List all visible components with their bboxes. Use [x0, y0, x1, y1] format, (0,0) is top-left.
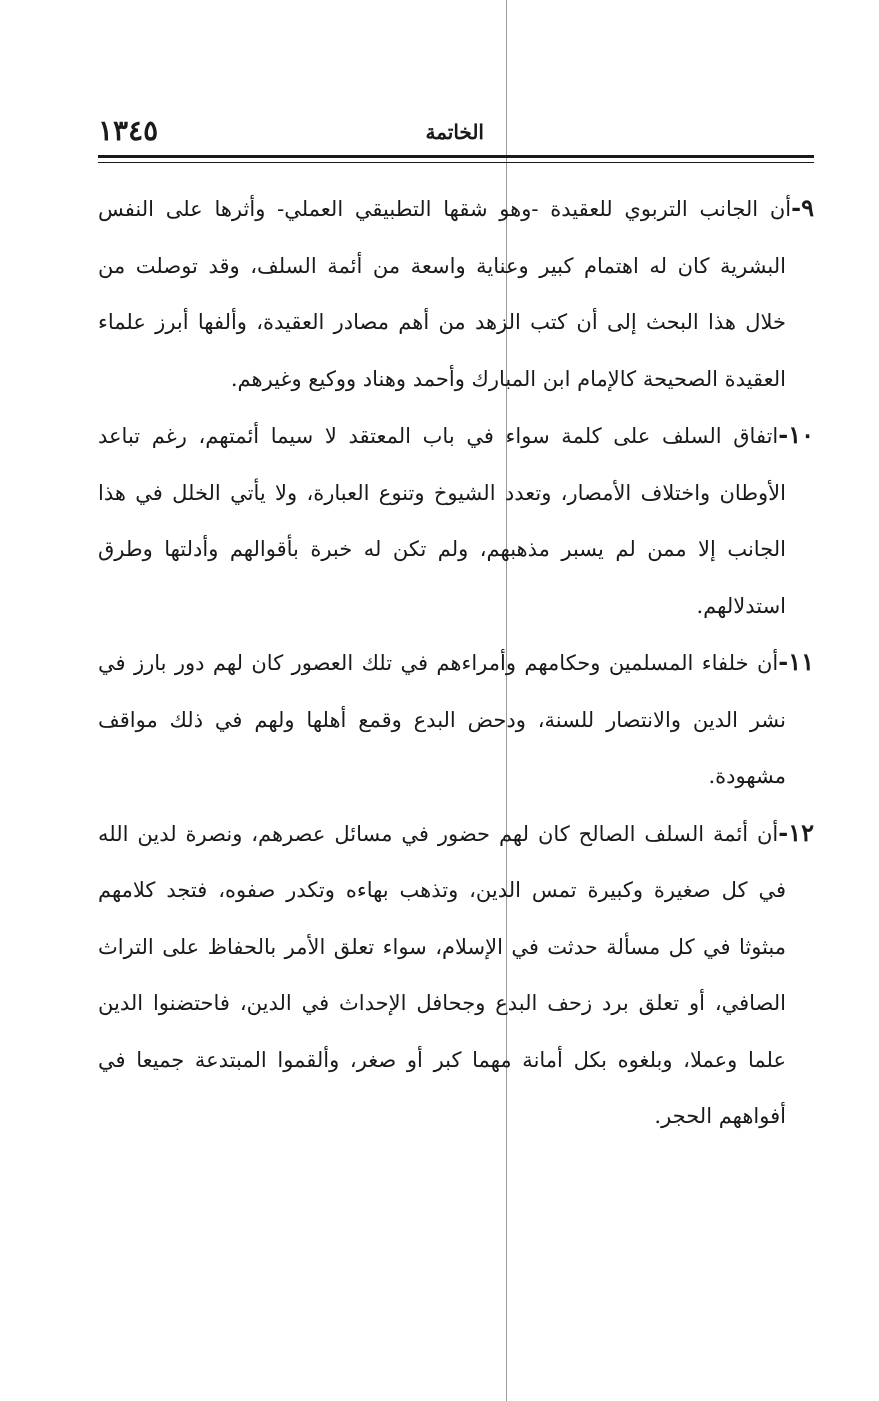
item-text: اتفاق السلف على كلمة سواء في باب المعتقد لا سيما أئمتهم، رغم تباعد الأوطان واختلاف الأمصار، وتعدد الشيوخ وتنوع العبارة، ولا يأتي الخلل في هذا الجانب إلا ممن لم يسبر مذهبهم، ولم تكن له خبرة بأقوالهم وأدلتها وطرق استدلالهم.	[98, 424, 786, 618]
conclusion-item-12	[98, 805, 814, 1145]
item-number: ٩-	[791, 193, 814, 222]
body-text	[98, 180, 814, 1145]
header-rule-thin	[98, 162, 814, 163]
conclusion-item-9	[98, 180, 814, 407]
running-title: الخاتمة	[425, 120, 484, 144]
item-number: ١٠-	[778, 420, 814, 449]
conclusion-item-11	[98, 634, 814, 805]
item-text: أن الجانب التربوي للعقيدة -وهو شقها التطبيقي العملي- وأثرها على النفس البشرية كان له اهتمام كبير وعناية واسعة من أئمة السلف، وقد توصلت من خلال هذا البحث إلى أن كتب الزهد من أهم مصادر العقيدة، وألفها أبرز علماء العقيدة الصحيحة كالإمام ابن المبارك وأحمد وهناد ووكيع وغيرهم.	[98, 197, 792, 391]
item-text: أن خلفاء المسلمين وحكامهم وأمراءهم في تلك العصور كان لهم دور بارز في نشر الدين والانتصار للسنة، ودحض البدع وقمع أهلها ولهم في ذلك مواقف مشهودة.	[98, 651, 786, 788]
item-text: أن أئمة السلف الصالح كان لهم حضور في مسائل عصرهم، ونصرة لدين الله في كل صغيرة وكبيرة تمس الدين، وتذهب بهاءه وتكدر صفوه، فتجد كلامهم مبثوثا في كل مسألة حدثت في الإسلام، سواء تعلق الأمر بالحفاظ على التراث الصافي، أو تعلق برد زحف البدع وجحافل الإحداث في الدين، فاحتضنوا الدين علما وعملا، وبلغوه بكل أمانة مهما كبر أو صغر، وألقموا المبتدعة جميعا في أفواههم الحجر.	[98, 821, 786, 1128]
conclusion-item-10	[98, 407, 814, 634]
page-number: ١٣٤٥	[98, 114, 159, 147]
item-number: ١٢-	[778, 817, 814, 847]
item-number: ١١-	[778, 647, 814, 676]
header-rule-thick	[98, 155, 814, 158]
page-header	[98, 112, 814, 152]
